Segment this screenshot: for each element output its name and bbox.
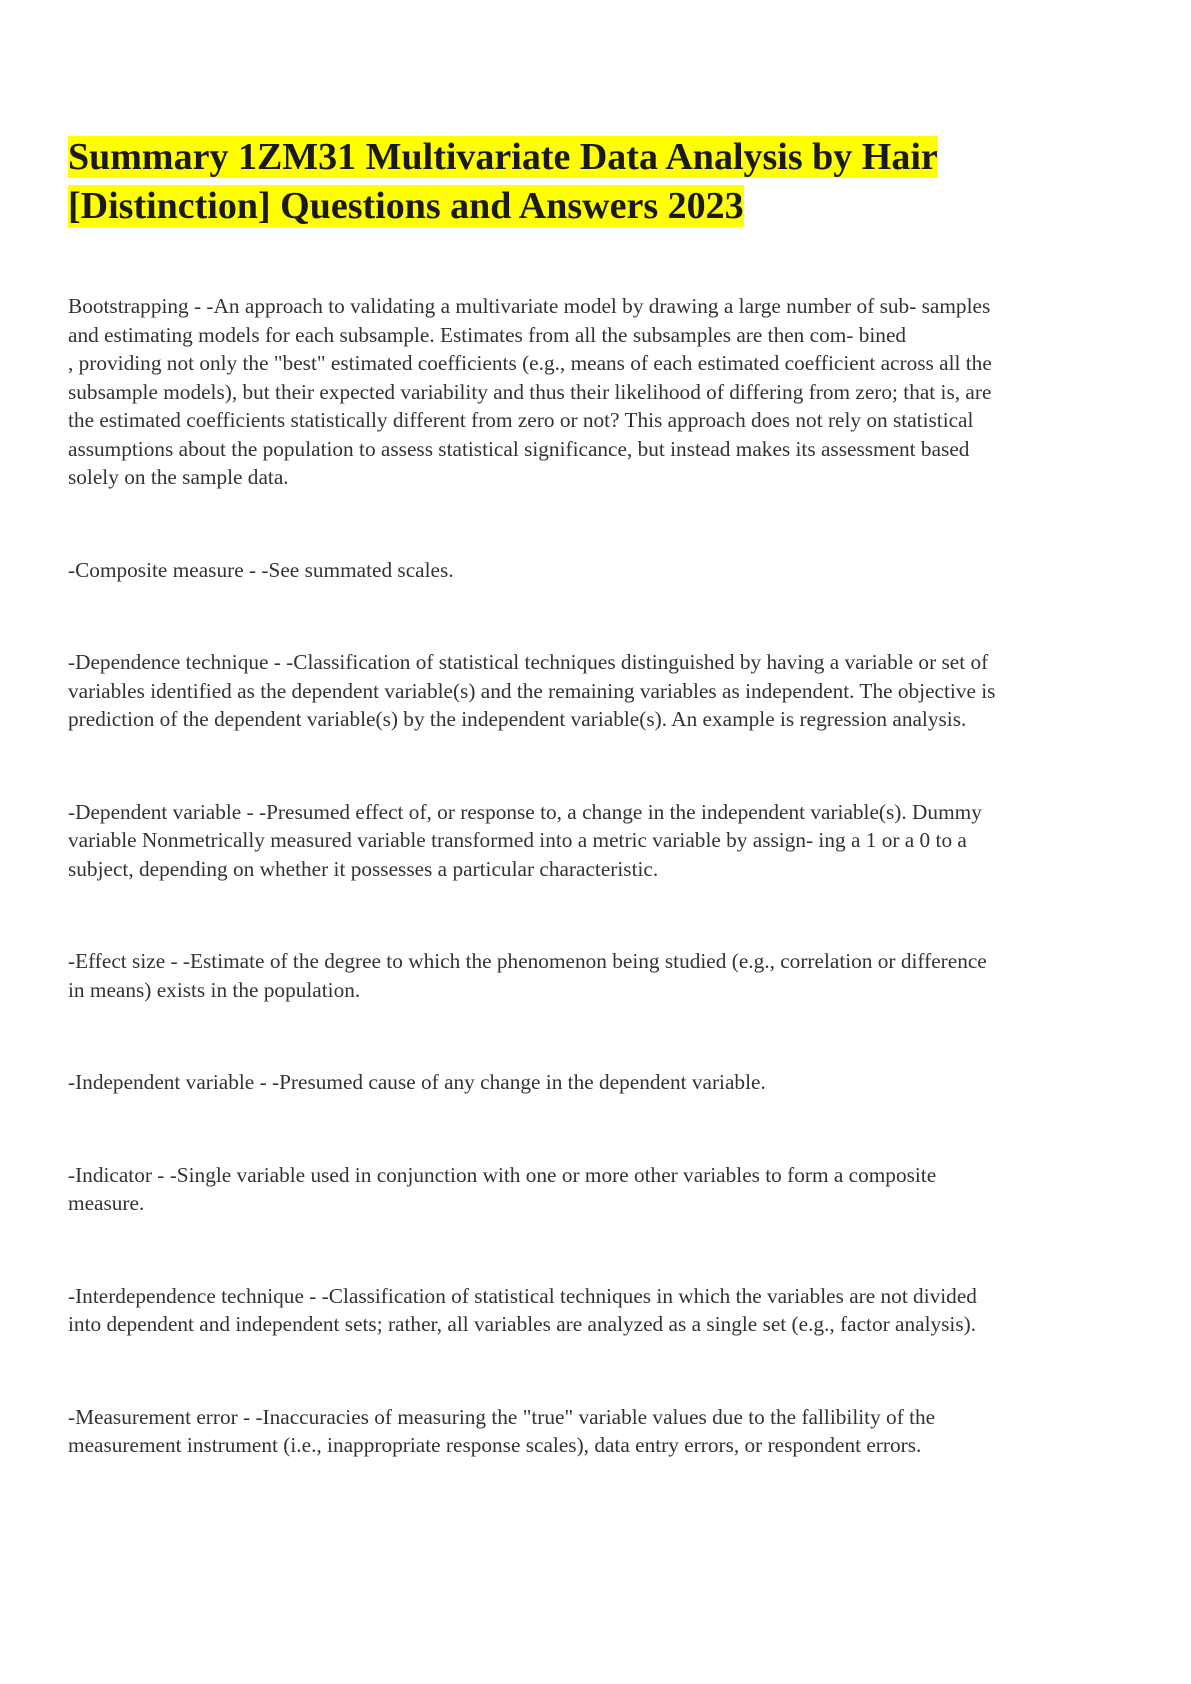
entry-line: subsample models), but their expected variability and thus their likelihood of differing from zero; that is, are [68, 379, 992, 404]
entry-line: variable Nonmetrically measured variable transformed into a metric variable by assign- ing a 1 or a 0 to a [68, 828, 967, 852]
entry-bootstrapping [68, 292, 1128, 492]
entry-line: in means) exists in the population. [68, 977, 361, 1002]
entry-independent-variable [68, 1068, 1128, 1097]
entry-line: the estimated coefficients statistically different from zero or not? This approach does not rely on statistical [68, 408, 974, 432]
entry-line: -Indicator - -Single variable used in conjunction with one or more other variables to form a composite [68, 1162, 937, 1187]
entry-line: -Independent variable - -Presumed cause of any change in the dependent variable. [68, 1070, 766, 1094]
document-title [68, 133, 1128, 231]
entry-line: , providing not only the "best" estimated coefficients (e.g., means of each estimated coefficient across all the [68, 351, 992, 375]
glossary-entries [68, 292, 1128, 1460]
entry-line: -Effect size - -Estimate of the degree to which the phenomenon being studied (e.g., correlation or difference [68, 949, 987, 973]
entry-line: prediction of the dependent variable(s) by the independent variable(s). An example is regression analysis. [68, 707, 967, 731]
entry-line: subject, depending on whether it possesses a particular characteristic. [68, 856, 659, 881]
entry-line: into dependent and independent sets; rather, all variables are analyzed as a single set (e.g., factor analysis). [68, 1312, 977, 1336]
entry-interdependence-technique [68, 1282, 1128, 1339]
entry-dependence-technique [68, 648, 1128, 734]
entry-line: measurement instrument (i.e., inappropriate response scales), data entry errors, or respondent errors. [68, 1433, 922, 1457]
entry-line: -Composite measure - -See summated scales. [68, 557, 454, 582]
title-line-1: Summary 1ZM31 Multivariate Data Analysis by Hair [68, 136, 938, 178]
entry-composite-measure [68, 556, 1128, 585]
entry-line: variables identified as the dependent variable(s) and the remaining variables as independent. The objective is [68, 678, 996, 703]
entry-line: -Dependent variable - -Presumed effect of, or response to, a change in the independent variable(s). Dummy [68, 799, 982, 824]
entry-effect-size [68, 947, 1128, 1004]
entry-indicator [68, 1161, 1128, 1218]
entry-line: and estimating models for each subsample. Estimates from all the subsamples are then com- bined [68, 322, 907, 347]
title-line-2: [Distinction] Questions and Answers 2023 [68, 185, 744, 227]
entry-measurement-error [68, 1403, 1128, 1460]
entry-line: Bootstrapping - -An approach to validating a multivariate model by drawing a large number of sub- samples [68, 294, 991, 318]
entry-line: measure. [68, 1191, 145, 1215]
entry-line: -Measurement error - -Inaccuracies of measuring the "true" variable values due to the fallibility of the [68, 1404, 936, 1429]
entry-line: -Dependence technique - -Classification of statistical techniques distinguished by having a variable or set of [68, 650, 989, 674]
entry-line: assumptions about the population to assess statistical significance, but instead makes its assessment based [68, 436, 970, 461]
entry-dependent-variable [68, 798, 1128, 884]
entry-line: solely on the sample data. [68, 465, 289, 489]
entry-line: -Interdependence technique - -Classification of statistical techniques in which the variables are not divided [68, 1283, 977, 1308]
